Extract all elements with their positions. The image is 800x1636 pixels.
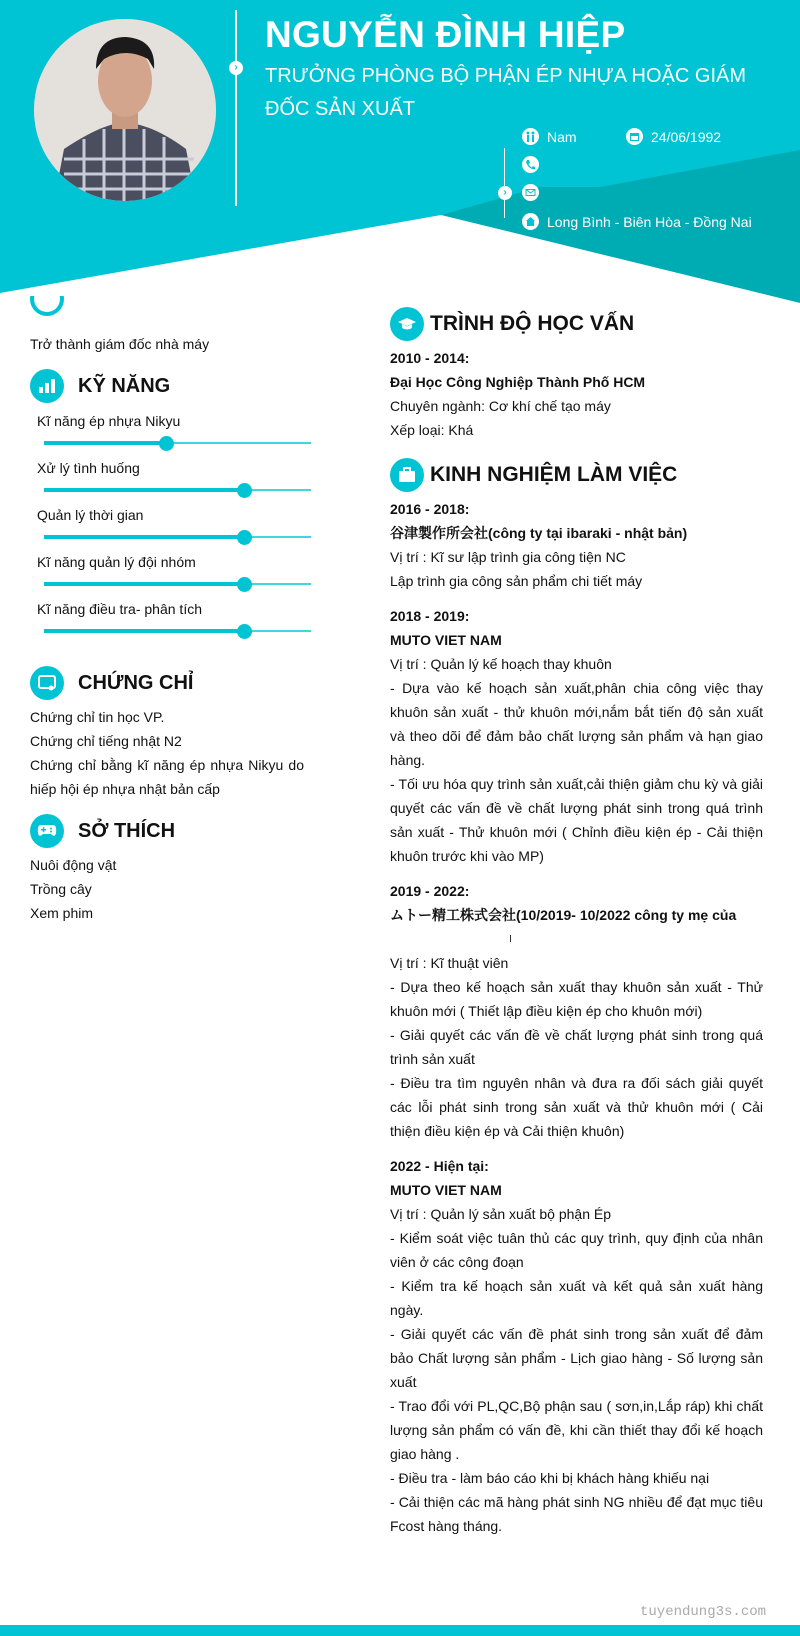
grade: Xếp loại: Khá bbox=[390, 422, 474, 438]
email-icon bbox=[522, 184, 539, 201]
hobbies-heading bbox=[30, 809, 304, 853]
experience-line: - Kiểm tra kế hoạch sản xuất và kết quả sản xuất hàng ngày. bbox=[390, 1278, 763, 1318]
divider-line bbox=[235, 10, 237, 206]
calendar-icon bbox=[626, 128, 643, 145]
address-field bbox=[522, 213, 752, 230]
certificates-heading bbox=[30, 661, 304, 705]
skill-fill bbox=[44, 629, 244, 633]
experience-line: Vị trí : Kĩ thuật viên bbox=[390, 955, 509, 971]
experience-line: - Cải thiện các mã hàng phát sinh NG nhiều để đạt mục tiêu Fcost hàng tháng. bbox=[390, 1494, 763, 1534]
experience-line: Vị trí : Quản lý sản xuất bộ phận Ép bbox=[390, 1206, 612, 1222]
experience-line: - Kiểm soát việc tuân thủ các quy trình, quy định của nhân viên ở các công đoạn bbox=[390, 1230, 763, 1270]
watermark: tuyendung3s.com bbox=[640, 1604, 767, 1620]
experience-line: - Điều tra - làm báo cáo khi bị khách hàng khiếu nại bbox=[390, 1470, 710, 1486]
hobby-item: Xem phim bbox=[30, 905, 94, 921]
birthday-value: 24/06/1992 bbox=[651, 128, 722, 145]
skill-knob bbox=[237, 577, 252, 592]
certificate-item: Chứng chỉ bằng kĩ năng ép nhựa Nikyu do hiếp hội ép nhựa nhật bản cấp bbox=[30, 757, 304, 797]
skill-item bbox=[30, 408, 304, 455]
experience-entry bbox=[390, 879, 763, 1143]
experience-line: - Trao đổi với PL,QC,Bộ phận sau ( sơn,in,Lắp ráp) khi chất lượng sản phẩm có vấn đề, khi cần thiết thay đổi kế hoạch giao hàng . bbox=[390, 1398, 763, 1462]
experience-line: - Dựa theo kế hoạch sản xuất thay khuôn sản xuất - Thử khuôn mới ( Thiết lập điều kiện ép cho khuôn mới) bbox=[390, 979, 763, 1019]
education-period: 2010 - 2014: bbox=[390, 350, 470, 366]
graduation-cap-icon bbox=[390, 307, 424, 341]
objective-text: Trở thành giám đốc nhà máy bbox=[30, 336, 210, 352]
home-icon bbox=[522, 213, 539, 230]
divider-line bbox=[504, 148, 505, 218]
skill-knob bbox=[237, 483, 252, 498]
skill-knob bbox=[237, 624, 252, 639]
briefcase-icon bbox=[390, 458, 424, 492]
experience-line: Lập trình gia công sản phẩm chi tiết máy bbox=[390, 573, 643, 589]
left-column bbox=[30, 296, 304, 925]
experience-heading bbox=[390, 453, 763, 497]
chevron-right-icon: › bbox=[498, 186, 512, 200]
experience-period: 2018 - 2019: bbox=[390, 608, 470, 624]
skill-label: Quản lý thời gian bbox=[37, 507, 144, 523]
experience-list bbox=[390, 497, 763, 1538]
major: Chuyên ngành: Cơ khí chế tạo máy bbox=[390, 398, 611, 414]
birthday-field bbox=[626, 128, 721, 145]
header-banner bbox=[0, 0, 800, 310]
skill-label: Xử lý tình huống bbox=[37, 460, 140, 476]
address-value: Long Bình - Biên Hòa - Đồng Nai bbox=[547, 213, 752, 230]
footer-bar bbox=[0, 1625, 800, 1636]
skill-label: Kĩ năng ép nhựa Nikyu bbox=[37, 413, 181, 429]
hidden-line bbox=[390, 927, 763, 951]
job-title: TRƯỞNG PHÒNG BỘ PHẬN ÉP NHỰA HOẶC GIÁM ĐỐC SẢN XUẤT bbox=[265, 65, 747, 120]
skill-fill bbox=[44, 582, 244, 586]
skill-item bbox=[30, 549, 304, 596]
section-title: KINH NGHIỆM LÀM VIỆC bbox=[430, 463, 678, 486]
email-field bbox=[522, 184, 547, 201]
section-title: TRÌNH ĐỘ HỌC VẤN bbox=[430, 312, 635, 335]
experience-line: - Giải quyết các vấn đề về chất lượng phát sinh trong quá trình sản xuất bbox=[390, 1027, 763, 1067]
section-title: CHỨNG CHỈ bbox=[78, 672, 194, 694]
skill-fill bbox=[44, 488, 244, 492]
certificate-item: Chứng chỉ tin học VP. bbox=[30, 709, 165, 725]
experience-entry bbox=[390, 1154, 763, 1538]
experience-period: 2019 - 2022: bbox=[390, 883, 470, 899]
experience-period: 2022 - Hiện tại: bbox=[390, 1158, 489, 1174]
company-name: ムトー精工株式会社(10/2019- 10/2022 công ty mẹ của bbox=[390, 907, 737, 923]
right-column bbox=[390, 302, 763, 1549]
skills-heading bbox=[30, 364, 304, 408]
certificate-item: Chứng chỉ tiếng nhật N2 bbox=[30, 733, 182, 749]
skill-fill bbox=[44, 441, 166, 445]
company-name: 谷津製作所会社(công ty tại ibaraki - nhật bản) bbox=[390, 525, 688, 541]
company-name: MUTO VIET NAM bbox=[390, 1182, 502, 1198]
skill-knob bbox=[237, 530, 252, 545]
education-heading bbox=[390, 302, 763, 346]
skill-slider bbox=[37, 620, 304, 643]
chevron-right-icon: › bbox=[229, 61, 243, 75]
skill-slider bbox=[37, 573, 304, 596]
skills-list bbox=[30, 408, 304, 643]
section-title: SỞ THÍCH bbox=[78, 820, 176, 842]
experience-line: Vị trí : Quản lý kế hoạch thay khuôn bbox=[390, 656, 612, 672]
experience-line: - Điều tra tìm nguyên nhân và đưa ra đối sách giải quyết các lỗi phát sinh trong sản xuất và thử khuôn mới ( Cải thiện điều kiện ép và Cải thiện khuôn) bbox=[390, 1075, 763, 1139]
skill-label: Kĩ năng quản lý đội nhóm bbox=[37, 554, 196, 570]
experience-entry bbox=[390, 497, 763, 593]
candidate-name: NGUYỄN ĐÌNH HIỆP bbox=[265, 14, 626, 55]
phone-icon bbox=[522, 156, 539, 173]
experience-line: - Tối ưu hóa quy trình sản xuất,cải thiện giảm chu kỳ và giải quyết các vấn đề về chất lượng phát sinh trong quá trình sản xuất - Thử khuôn mới ( Chỉnh điều kiện ép - Cải thiện khuôn trước khi vào MP) bbox=[390, 776, 763, 864]
gender-field bbox=[522, 128, 577, 145]
bar-chart-icon bbox=[30, 369, 64, 403]
hobby-item: Trồng cây bbox=[30, 881, 92, 897]
phone-field bbox=[522, 156, 547, 173]
gender-value: Nam bbox=[547, 128, 577, 145]
avatar-photo bbox=[34, 19, 216, 201]
gender-icon bbox=[522, 128, 539, 145]
experience-line: - Giải quyết các vấn đề phát sinh trong sản xuất để đảm bảo Chất lượng sản phẩm - Lịch giao hàng - Số lượng sản xuất bbox=[390, 1326, 763, 1390]
skill-fill bbox=[44, 535, 244, 539]
experience-line: - Dựa vào kế hoạch sản xuất,phân chia công việc thay khuôn sản xuất - thử khuôn mới,nắm bắt tiến độ sản xuất và theo dõi để đảm bảo chất lượng sản phẩm và hạn giao hàng. bbox=[390, 680, 763, 768]
skill-slider bbox=[37, 479, 304, 502]
skill-item bbox=[30, 502, 304, 549]
gamepad-icon bbox=[30, 814, 64, 848]
experience-entry bbox=[390, 604, 763, 868]
certificates-list bbox=[30, 705, 304, 801]
hobbies-list bbox=[30, 853, 304, 925]
hobby-item: Nuôi động vật bbox=[30, 857, 117, 873]
experience-line: Vị trí : Kĩ sư lập trình gia công tiện NC bbox=[390, 549, 626, 565]
skill-slider bbox=[37, 432, 304, 455]
skill-knob bbox=[159, 436, 174, 451]
objective-header bbox=[30, 296, 304, 332]
school-name: Đại Học Công Nghiệp Thành Phố HCM bbox=[390, 374, 646, 390]
skill-slider bbox=[37, 526, 304, 549]
skill-item bbox=[30, 596, 304, 643]
certificate-icon bbox=[30, 666, 64, 700]
skill-item bbox=[30, 455, 304, 502]
skill-label: Kĩ năng điều tra- phân tích bbox=[37, 601, 202, 617]
experience-period: 2016 - 2018: bbox=[390, 501, 470, 517]
objective-icon bbox=[30, 296, 64, 316]
section-title: KỸ NĂNG bbox=[78, 375, 171, 397]
education-entry bbox=[390, 346, 763, 442]
company-name: MUTO VIET NAM bbox=[390, 632, 502, 648]
